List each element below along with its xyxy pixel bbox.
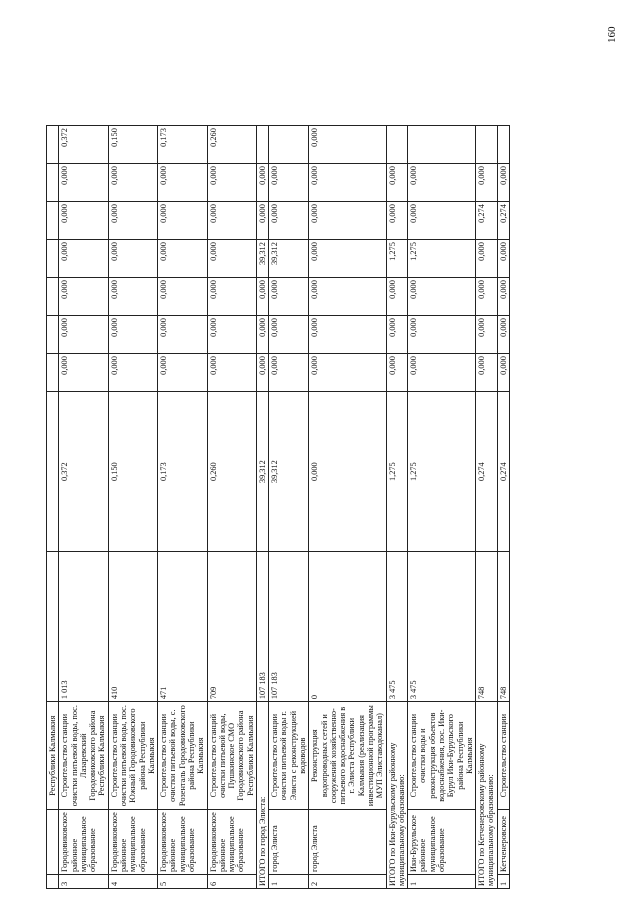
- entity-cell: город Элиста: [309, 810, 386, 875]
- value-cell: 0,000: [309, 202, 386, 240]
- value-cell: 0,372: [59, 126, 108, 164]
- value-cell: 0,000: [207, 316, 256, 354]
- value-cell: 0,000: [269, 278, 309, 316]
- value-cell: 0,000: [309, 240, 386, 278]
- total-label-cell: ИТОГО по Кетченеровскому районному муниципальному образованию:: [476, 702, 498, 889]
- value-cell: 0,000: [408, 316, 476, 354]
- value-cell: 1,275: [408, 240, 476, 278]
- value-cell: 0,000: [108, 316, 157, 354]
- value-cell: 0,000: [59, 164, 108, 202]
- total-cell: 0,274: [497, 392, 509, 552]
- object-name-cell: Республики Калмыкия: [47, 702, 59, 810]
- num-cell: 5: [158, 875, 207, 889]
- value-cell: 0,000: [108, 240, 157, 278]
- table-row: [207, 126, 256, 889]
- value-cell: 0,000: [59, 278, 108, 316]
- capacity-cell: 107 183: [269, 552, 309, 702]
- table-row: [386, 126, 408, 889]
- value-cell: 0,000: [269, 354, 309, 392]
- value-cell: 0,000: [309, 164, 386, 202]
- value-cell: 39,312: [269, 240, 309, 278]
- value-cell: 0,000: [309, 278, 386, 316]
- entity-cell: Кетченеровское: [497, 810, 509, 875]
- value-cell: 0,000: [309, 354, 386, 392]
- total-cell: 0,372: [59, 392, 108, 552]
- value-cell: 0,000: [408, 164, 476, 202]
- value-cell: 0,000: [408, 354, 476, 392]
- object-name-cell: Строительство станции очистки воды и реконструкция объектов водоснабжения, пос. Ики-Бурул Ики-Бурульского района Республики Калмыкия: [408, 702, 476, 810]
- capacity-cell: 748: [476, 552, 498, 702]
- value-cell: 0,000: [386, 316, 408, 354]
- object-name-cell: Строительство станции очистки питьевой воды, пос. Южный Городовиковского района Республики Калмыкия: [108, 702, 157, 810]
- table-row: [476, 126, 498, 889]
- value-cell: [476, 126, 498, 164]
- value-cell: 0,260: [207, 126, 256, 164]
- entity-cell: Городовиковское районное муниципальное образование: [207, 810, 256, 875]
- value-cell: 0,000: [158, 278, 207, 316]
- value-cell: 1,275: [386, 240, 408, 278]
- object-name-cell: Строительство станции очистки питьевой воды, пос. Лазаревский Городовиковского района Республики Калмыкия: [59, 702, 108, 810]
- value-cell: 0,000: [408, 278, 476, 316]
- value-cell: 0,000: [476, 278, 498, 316]
- total-label-cell: ИТОГО по город Элиста:: [256, 702, 268, 889]
- num-cell: 1: [269, 875, 309, 889]
- value-cell: 0,000: [59, 316, 108, 354]
- value-cell: 0,000: [256, 354, 268, 392]
- value-cell: 0,000: [497, 240, 509, 278]
- num-cell: 6: [207, 875, 256, 889]
- value-cell: 0,000: [59, 354, 108, 392]
- value-cell: 0,000: [207, 202, 256, 240]
- value-cell: 0,000: [408, 202, 476, 240]
- value-cell: 39,312: [256, 240, 268, 278]
- value-cell: 0,000: [158, 316, 207, 354]
- value-cell: [47, 278, 59, 316]
- value-cell: 0,000: [386, 202, 408, 240]
- num-cell: 4: [108, 875, 157, 889]
- capacity-cell: 0: [309, 552, 386, 702]
- table-row: [309, 126, 386, 889]
- capacity-cell: 3 475: [408, 552, 476, 702]
- value-cell: [47, 354, 59, 392]
- entity-cell: город Элиста: [269, 810, 309, 875]
- value-cell: 0,000: [207, 164, 256, 202]
- table-row: [47, 126, 59, 889]
- value-cell: 0,000: [497, 278, 509, 316]
- total-cell: 39,312: [269, 392, 309, 552]
- value-cell: 0,000: [256, 164, 268, 202]
- value-cell: 0,000: [269, 202, 309, 240]
- value-cell: 0,000: [497, 316, 509, 354]
- value-cell: 0,000: [476, 240, 498, 278]
- table-row: [158, 126, 207, 889]
- capacity-cell: 1 013: [59, 552, 108, 702]
- value-cell: 0,000: [207, 354, 256, 392]
- entity-cell: Городовиковское районное муниципальное образование: [59, 810, 108, 875]
- value-cell: 0,000: [269, 316, 309, 354]
- total-cell: 0,274: [476, 392, 498, 552]
- page-number: 160: [606, 26, 618, 43]
- value-cell: 0,000: [158, 240, 207, 278]
- value-cell: [47, 552, 59, 702]
- value-cell: [47, 316, 59, 354]
- table-row: [269, 126, 309, 889]
- value-cell: 0,000: [108, 278, 157, 316]
- value-cell: 0,274: [476, 202, 498, 240]
- value-cell: [408, 126, 476, 164]
- value-cell: 0,000: [269, 164, 309, 202]
- value-cell: 0,000: [59, 202, 108, 240]
- entity-cell: Ики-Бурульское районное муниципальное образование: [408, 810, 476, 875]
- total-cell: 1,275: [408, 392, 476, 552]
- entity-cell: Городовиковское районное муниципальное образование: [158, 810, 207, 875]
- total-cell: 0,150: [108, 392, 157, 552]
- entity-cell: [47, 810, 59, 875]
- value-cell: 0,000: [497, 164, 509, 202]
- value-cell: 0,000: [309, 126, 386, 164]
- total-cell: 0,260: [207, 392, 256, 552]
- object-name-cell: Строительство станций очистки питьевой воды, Пушкинское СМО Городовиковского района Республики Калмыкия: [207, 702, 256, 810]
- table-row: [256, 126, 268, 889]
- table-row: [497, 126, 509, 889]
- value-cell: 0,000: [497, 354, 509, 392]
- value-cell: 0,150: [108, 126, 157, 164]
- value-cell: 0,000: [158, 354, 207, 392]
- object-name-cell: Строительство станции очистки питьевой воды, с. Розенталь Городовиковского района Республики Калмыкия: [158, 702, 207, 810]
- value-cell: [47, 392, 59, 552]
- value-cell: [386, 126, 408, 164]
- value-cell: 0,000: [256, 278, 268, 316]
- value-cell: [47, 126, 59, 164]
- value-cell: [269, 126, 309, 164]
- value-cell: 0,173: [158, 126, 207, 164]
- total-cell: 39,312: [256, 392, 268, 552]
- value-cell: 0,274: [497, 202, 509, 240]
- value-cell: 0,000: [158, 202, 207, 240]
- value-cell: [497, 126, 509, 164]
- num-cell: 2: [309, 875, 386, 889]
- table-row: [59, 126, 108, 889]
- value-cell: 0,000: [108, 354, 157, 392]
- capacity-cell: 709: [207, 552, 256, 702]
- total-cell: 0,173: [158, 392, 207, 552]
- table-body: [47, 126, 510, 889]
- value-cell: 0,000: [158, 164, 207, 202]
- investment-table: [46, 125, 510, 889]
- value-cell: 0,000: [476, 354, 498, 392]
- value-cell: 0,000: [386, 354, 408, 392]
- value-cell: [47, 240, 59, 278]
- num-cell: 3: [59, 875, 108, 889]
- capacity-cell: 410: [108, 552, 157, 702]
- value-cell: 0,000: [59, 240, 108, 278]
- value-cell: 0,000: [207, 240, 256, 278]
- total-cell: 0,000: [309, 392, 386, 552]
- capacity-cell: 3 475: [386, 552, 408, 702]
- total-label-cell: ИТОГО по Ики-Бурульскому районному муниципальному образованию:: [386, 702, 408, 889]
- value-cell: 0,000: [256, 202, 268, 240]
- capacity-cell: 107 183: [256, 552, 268, 702]
- num-cell: 1: [408, 875, 476, 889]
- value-cell: 0,000: [207, 278, 256, 316]
- num-cell: 1: [497, 875, 509, 889]
- value-cell: 0,000: [256, 316, 268, 354]
- value-cell: [47, 202, 59, 240]
- value-cell: 0,000: [108, 202, 157, 240]
- value-cell: 0,000: [476, 316, 498, 354]
- total-cell: 1,275: [386, 392, 408, 552]
- value-cell: 0,000: [386, 278, 408, 316]
- num-cell: [47, 875, 59, 889]
- value-cell: 0,000: [309, 316, 386, 354]
- object-name-cell: Реконструкция водопроводных сетей и сооружений хозяйственно-питьевого водоснабжения в г. Элиста Республики Калмыкия (реализация инвестиционной программы МУП Элиставодоканал): [309, 702, 386, 810]
- object-name-cell: Строительство станции: [497, 702, 509, 810]
- value-cell: 0,000: [108, 164, 157, 202]
- entity-cell: Городовиковское районное муниципальное образование: [108, 810, 157, 875]
- capacity-cell: 748: [497, 552, 509, 702]
- value-cell: 0,000: [386, 164, 408, 202]
- value-cell: 0,000: [476, 164, 498, 202]
- capacity-cell: 471: [158, 552, 207, 702]
- object-name-cell: Строительство станции очистки питьевой воды г. Элиста с реконструкцией водоводов: [269, 702, 309, 810]
- table-row: [108, 126, 157, 889]
- table-row: [408, 126, 476, 889]
- value-cell: [256, 126, 268, 164]
- value-cell: [47, 164, 59, 202]
